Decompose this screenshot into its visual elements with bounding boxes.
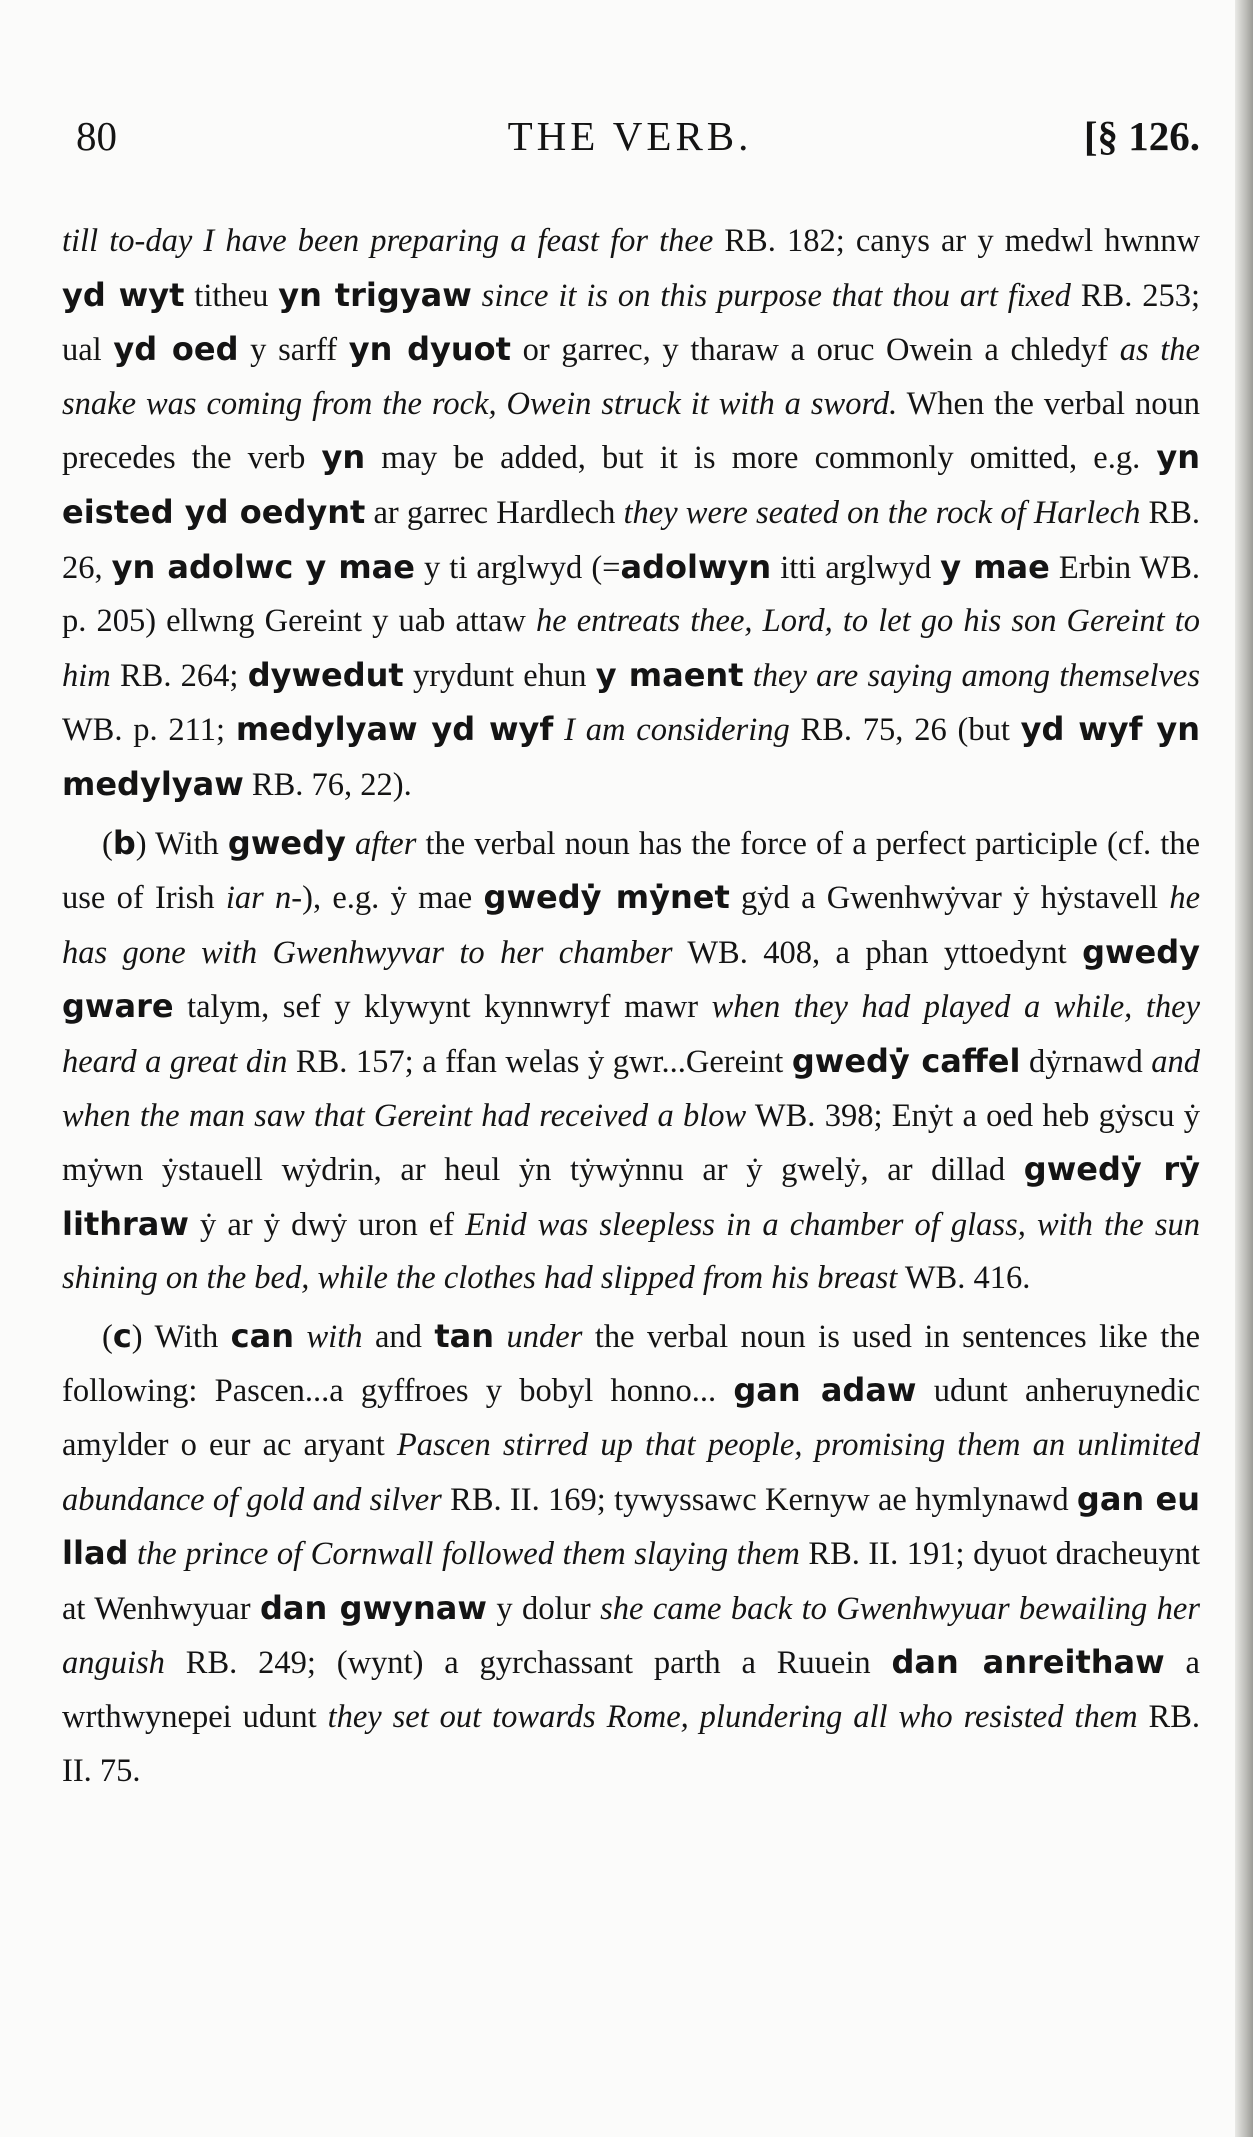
text-run: talym, sef y klywynt kynnwryf mawr [173,989,712,1026]
translation-text: they are saying among themselves [752,657,1201,694]
text-run: RB. 157; a ffan welas ẏ gwr...Gereint [287,1043,792,1080]
text-run: When the verbal noun precedes the verb [62,385,1200,477]
text-run: a wrthwynepei udunt [62,1645,1200,1736]
translation-text: they were seated on the rock of Harlech [623,494,1141,531]
text-run: RB. 249; (wynt) a gyrchassant parth a Ruuein [164,1645,892,1682]
text-run: ẏ ar ẏ dwẏ uron ef [188,1206,466,1243]
text-run [128,1536,137,1572]
text-run [472,278,482,314]
welsh-term: gwedy [227,823,346,862]
text-run: RB. 75, 26 (but [789,712,1021,749]
welsh-term: can [230,1316,295,1355]
translation-text: I am considering [564,712,790,749]
welsh-term: adolwyn [620,547,772,586]
welsh-term: yn dyuot [348,330,511,369]
welsh-term: gan adaw [733,1371,917,1410]
translation-text: since it is on this purpose that thou art fixed [481,277,1071,314]
welsh-term: yd wyf yn medylyaw [62,710,1201,803]
text-run [744,658,753,694]
translation-text: she came back to Gwenhwyuar bewailing her anguish [62,1590,1200,1682]
translation-text: he entreats thee, Lord, to let go his son Gereint to him [62,603,1200,694]
welsh-term: c [112,1316,132,1355]
text-run: yrydunt ehun [403,657,596,694]
welsh-term: b [112,823,136,862]
text-run: WB. 408, a phan yttoedynt [672,934,1083,971]
translation-text: Enid was sleepless in a chamber of glass, with the sun shining on the bed, while the clothes had slipped from his breast [62,1206,1200,1297]
translation-text: under [506,1318,583,1355]
text-run: WB. 398; Enẏt a oed heb gẏscu ẏ mẏwn ẏstauell wẏdrin, ar heul ẏn tẏwẏnnu ar ẏ gwelẏ, ar dillad [62,1097,1200,1189]
welsh-term: dan anreithaw [891,1643,1165,1682]
welsh-term: tan [434,1316,495,1355]
text-run: RB. II. 191; dyuot dracheuynt at Wenhwyuar [62,1536,1201,1627]
text-run: ), e.g. ẏ mae [302,880,484,917]
translation-text: till to-day I have been preparing a feast for thee [62,223,714,259]
welsh-term: yn adolwc y mae [111,547,415,586]
text-run: itti arglwyd [771,549,941,586]
translation-text: iar n- [225,880,303,917]
section-reference: [§ 126. [1083,113,1200,159]
welsh-term: yn trigyaw [278,275,472,314]
text-run: RB. 182; canys ar y medwl hwnnw [713,223,1200,259]
translation-text: when they had played a while, they heard a great din [62,989,1200,1080]
text-run: y ti arglwyd (= [414,549,621,586]
text-run: WB. 416. [897,1260,1031,1297]
welsh-term: dywedut [247,655,404,694]
text-run: the verbal noun has the force of a perfect participle (cf. the use of Irish [62,825,1200,917]
text-run: or garrec, y tharaw a oruc Owein a chledyf [510,332,1120,369]
welsh-term: yd wyt [62,275,185,314]
text-run: RB. II. 75. [62,1699,1201,1789]
text-run: the verbal noun is used in sentences like the following: Pascen...a gyffroes y bobyl honno... [62,1318,1201,1410]
translation-text: as the snake was coming from the rock, Owein struck it with a sword. [62,332,1200,422]
text-run: dẏrnawd [1020,1043,1152,1080]
welsh-term: gan eu llad [62,1479,1201,1573]
translation-text: with [306,1318,363,1355]
translation-text: the prince of Cornwall followed them slaying them [137,1536,800,1573]
translation-text: Pascen stirred up that people, promising them an unlimited abundance of gold and silver [62,1427,1200,1518]
text-run: gẏd a Gwenhwẏvar ẏ hẏstavell [729,880,1170,917]
translation-text: he has gone with Gwenhwyvar to her chamber [62,880,1201,971]
welsh-term: dan gwynaw [259,1588,487,1627]
text-run [494,1319,506,1355]
translation-text: after [355,825,417,862]
text-run: RB. II. 169; tywyssawc Kernyw ae hymlynawd [441,1481,1077,1518]
text-run: titheu [184,277,279,314]
text-run: RB. 264; [110,657,248,694]
text-run: RB. 76, 22). [243,766,412,803]
welsh-term: yn [321,438,366,477]
translation-text: they set out towards Rome, plundering all who resisted them [327,1699,1138,1736]
welsh-term: yd oed [113,330,239,369]
text-run: ( [102,825,113,862]
text-run: WB. p. 211; [62,712,236,749]
welsh-term: gwedẏ caffel [791,1041,1021,1080]
paragraph-c [62,1310,1200,1798]
text-run: ) With [135,825,228,862]
page-header [60,108,1200,164]
welsh-term: y maent [595,655,744,694]
paragraph-b [62,817,1200,1306]
text-run [553,712,564,748]
page-number: 80 [76,113,117,159]
text-run: y sarff [238,332,349,369]
welsh-term: y mae [940,547,1050,586]
text-run: RB. 26, [62,494,1200,586]
welsh-term: medylyaw yd wyf [235,710,554,749]
text-run: and [362,1318,435,1355]
text-run: Erbin WB. p. 205) ellwng Gereint y uab attaw [62,549,1201,640]
paragraph-a [62,215,1200,813]
welsh-term: gwedy gware [62,932,1200,1026]
body-text [62,215,1200,1798]
welsh-term: yn eisted yd oedynt [62,438,1200,531]
text-run [294,1319,306,1355]
text-run: ar garrec Hardlech [365,494,624,531]
text-run: y dolur [486,1590,601,1627]
text-run: may be added, but it is more commonly omitted, e.g. [365,440,1157,477]
page-edge-shadow [1235,0,1253,2137]
welsh-term: gwedẏ rẏ lithraw [62,1150,1201,1243]
text-run: ) With [131,1318,231,1355]
running-head: THE VERB. [507,113,753,159]
welsh-term: gwedẏ mẏnet [483,878,730,917]
text-run: ( [102,1318,113,1355]
text-run [346,826,355,862]
translation-text: and when the man saw that Gereint had received a blow [62,1043,1201,1134]
text-run: RB. 253; ual [62,277,1201,369]
text-run: udunt anheruynedic amylder o eur ac aryant [62,1373,1200,1464]
